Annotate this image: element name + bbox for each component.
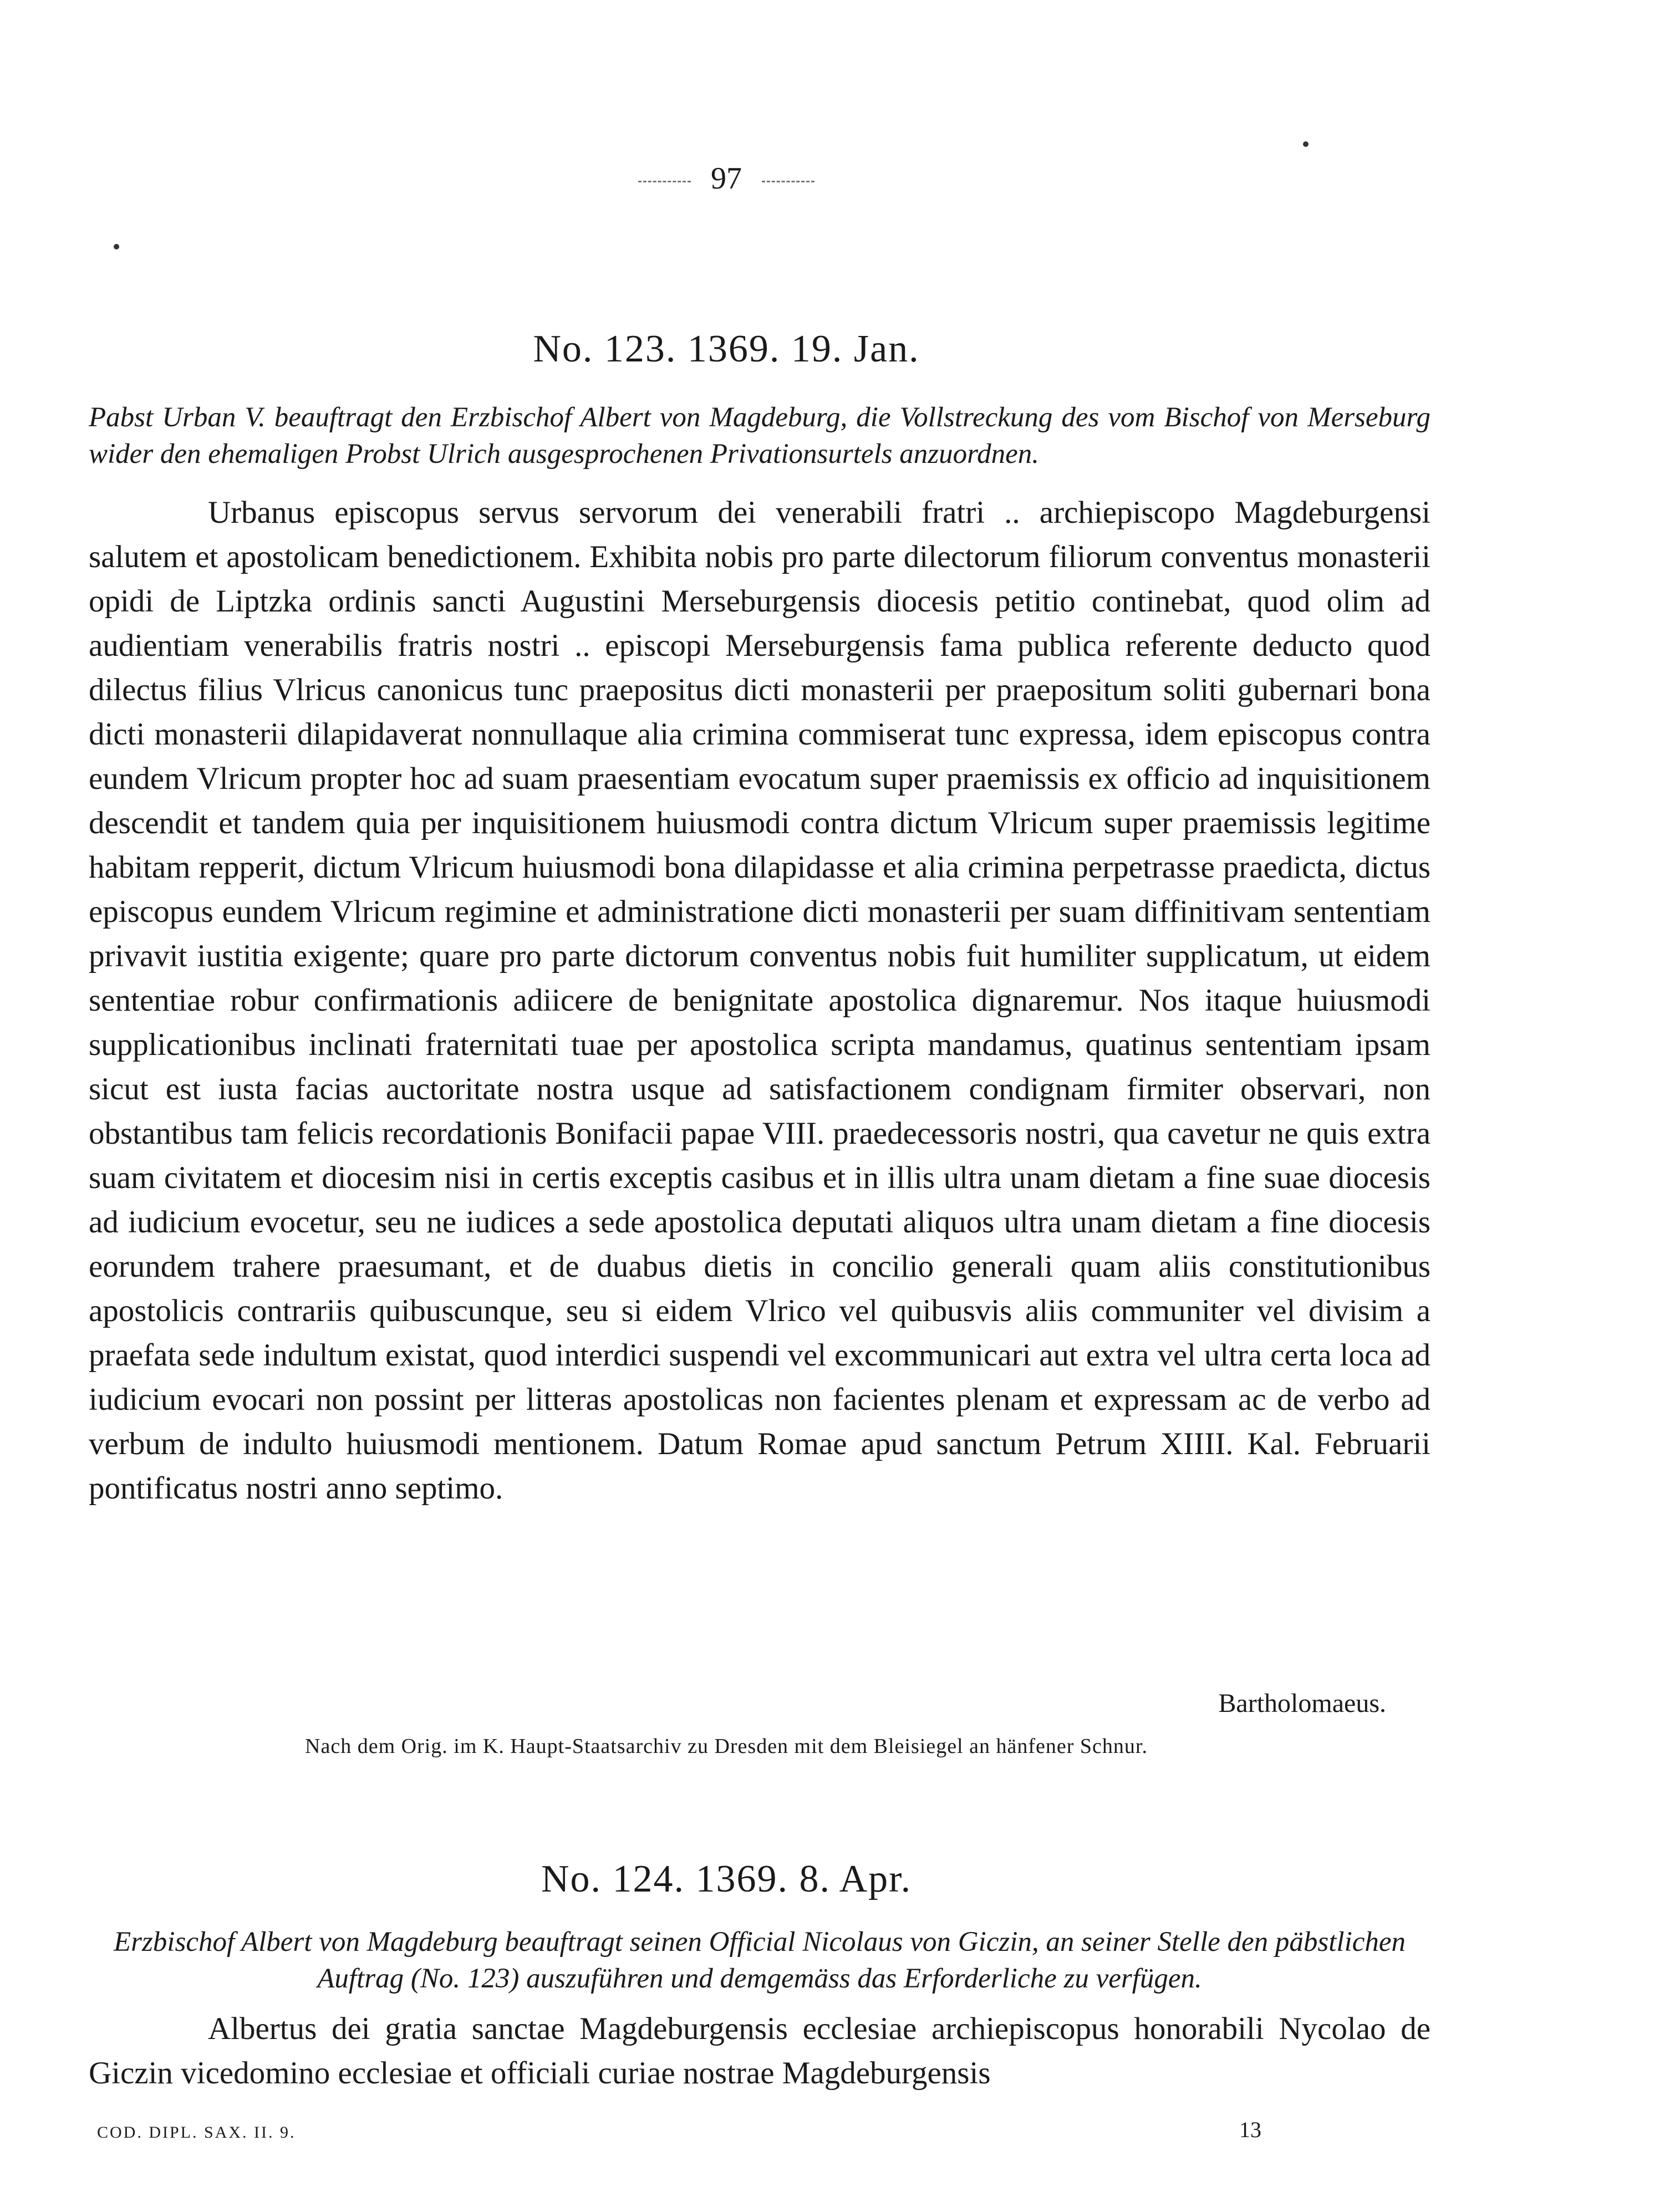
entry-text-123: Urbanus episcopus servus servorum dei venerabili fratri .. archiepiscopo Magdeburgensi salutem et apostolicam benedictionem. Exhibita nobis pro parte dilectorum filiorum conventus monasterii opidi de Liptzka ordinis sancti Augustini Merseburgensis diocesis petitio continebat, quod olim ad audientiam venerabilis fratris nostri .. episcopi Merseburgensis fama publica referente deducto quod dilectus filius Vlricus canonicus tunc praepositus dicti monasterii per praepositum soliti gubernari bona dicti monasterii dilapidaverat nonnullaque alia crimina commiserat tunc expressa, idem episcopus contra eundem Vlricum propter hoc ad suam praesentiam evocatum super praemissis ex officio ad inquisitionem descendit et tandem quia per inquisitionem huiusmodi contra dictum Vlricum super praemissis legitime habitam repperit, dictum Vlricum huiusmodi bona dilapidasse et alia crimina perpetrasse praedicta, dictus episcopus eundem Vlricum regimine et administratione dicti monasterii per suam diffinitivam sententiam privavit iustitia exigente; quare pro parte dictorum conventus nobis fuit humiliter supplicatum, ut eidem sententiae robur confirmationis adiicere de benignitate apostolica dignaremur. Nos itaque huiusmodi supplicationibus inclinati fraternitati tuae per apostolica scripta mandamus, quatinus sententiam ipsam sicut est iusta facias auctoritate nostra usque ad satisfactionem condignam firmiter observari, non obstantibus tam felicis recordationis Bonifacii papae VIII. praedecessoris nostri, qua cavetur ne quis extra suam civitatem et diocesim nisi in certis exceptis casibus et in illis ultra unam dietam a fine suae diocesis ad iudicium evocetur, seu ne iudices a sede apostolica deputati aliquos ultra unam dietam a fine diocesis eorundem trahere praesumant, et de duabus dietis in concilio generali quam aliis constitutionibus apostolicis contrariis quibuscunque, seu si eidem Vlrico vel quibusvis aliis communiter vel divisim a praefata sede indultum existat, quod interdici suspendi vel excommunicari aut extra vel ultra certa loca ad iudicium evocari non possint per litteras apostolicas non facientes plenam et expressam ac de verbo ad verbum de indulto huiusmodi mentionem. Datum Romae apud sanctum Petrum XIIII. Kal. Februarii pontificatus nostri anno septimo. [89,495,1430,1506]
entry-regest-124: Erzbischof Albert von Magdeburg beauftragt seinen Official Nicolaus von Giczin, an seiner Stelle den päbstlichen Auftrag (No. 123) auszuführen und demgemäss das Erforderliche zu verfügen. [113,1926,1406,1994]
document-page [44,0,1430,2197]
print-speck [114,244,119,249]
print-speck [1303,141,1309,147]
footer-sheet-number: 13 [1239,2117,1261,2142]
page-number: 97 [44,161,1408,196]
entry-regest-123: Pabst Urban V. beauftragt den Erzbischof Albert von Magdeburg, die Vollstreckung des vom Bischof von Merseburg wider den ehemaligen Probst Ulrich ausgesprochenen Privationsurtels anzuordnen. [89,402,1430,470]
entry-heading-124: No. 124. 1369. 8. Apr. [541,1858,912,1900]
page-number-dash-left [638,181,691,182]
page-number-dash-right [762,181,814,182]
footer-signature-mark: COD. DIPL. SAX. II. 9. [97,2123,296,2142]
entry-text-124: Albertus dei gratia sanctae Magdeburgensis ecclesiae archiepiscopus honorabili Nycolao de Giczin vicedomino ecclesiae et officiali curiae nostrae Magdeburgensis [89,2011,1430,2091]
entry-source-123: Nach dem Orig. im K. Haupt-Staatsarchiv zu Dresden mit dem Bleisiegel an hänfener Schnur. [305,1735,1148,1758]
entry-signature-123: Bartholomaeus. [1218,1689,1386,1718]
entry-heading-123: No. 123. 1369. 19. Jan. [533,328,920,370]
